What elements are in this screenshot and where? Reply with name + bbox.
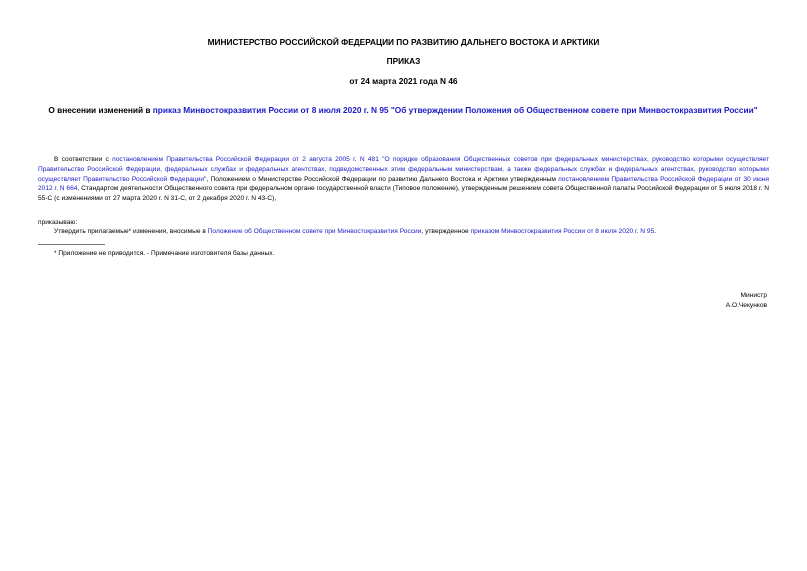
link-resolution-664[interactable]: постановлением Правительства Российской Федерации от 30 июня 2012 г. N 664 xyxy=(38,175,770,193)
footnote-divider xyxy=(38,244,105,245)
order-paragraph xyxy=(38,227,769,237)
link-regulation-public-council[interactable]: Положение об Общественном совете при Минвостокразвития России xyxy=(207,228,422,235)
link-order-95[interactable]: приказом Минвостокразвития России от 8 июля 2020 г. N 95 xyxy=(470,228,655,235)
document-type: ПРИКАЗ xyxy=(386,56,421,66)
order-text-2: , утвержденное xyxy=(421,228,471,235)
preamble-text-3: , Стандартом деятельности Общественного совета при федеральном органе государственной власти (Типовое положение), утвержденным решением совета Общественной палаты Российской Федерации от 5 июля 2018 г. N 55-С (с изменениями от 27 марта 2020 г. N 31-С, от 2 декабря 2020 г. N 43-С), xyxy=(38,185,769,203)
title-prefix: О внесении изменений в xyxy=(48,105,153,115)
order-word: приказываю: xyxy=(38,219,78,226)
preamble-text-2: , Положением о Министерстве Российской Федерации по развитию Дальнего Востока и Арктики утвержденным xyxy=(206,175,559,183)
signature-name: А.О.Чекунков xyxy=(725,301,767,309)
preamble-text-1: В соответствии с xyxy=(54,156,113,163)
title-link-order-95[interactable]: приказ Минвостокразвития России от 8 июля 2020 г. N 95 "Об утверждении Положения об Общественном совете при Минвостокразвития России" xyxy=(152,105,758,115)
footnote: * Приложение не приводится. - Примечание изготовителя базы данных. xyxy=(54,250,275,257)
order-text-1: Утвердить прилагаемые* изменения, вносимые в xyxy=(54,228,208,235)
signature-block xyxy=(726,291,767,311)
document-date-number: от 24 марта 2021 года N 46 xyxy=(349,76,458,86)
link-resolution-481[interactable]: постановлением Правительства Российской Федерации от 2 августа 2005 г. N 481 "О порядке образования Общественных советов при федеральных министерствах, руководство которыми осуществляет Правительство Российской Федерации, федеральных службах и федеральных агентствах, подведомственных этим федеральным министерствам, а также федеральных службах и федеральных агентствах, руководство которыми осуществляет Правительство Российской Федерации" xyxy=(38,156,769,183)
preamble-paragraph xyxy=(38,155,769,204)
document-title xyxy=(34,105,772,116)
signature-position: Министр xyxy=(740,292,767,299)
ministry-heading: МИНИСТЕРСТВО РОССИЙСКОЙ ФЕДЕРАЦИИ ПО РАЗВИТИЮ ДАЛЬНЕГО ВОСТОКА И АРКТИКИ xyxy=(207,37,600,47)
order-text-3: . xyxy=(654,228,657,235)
